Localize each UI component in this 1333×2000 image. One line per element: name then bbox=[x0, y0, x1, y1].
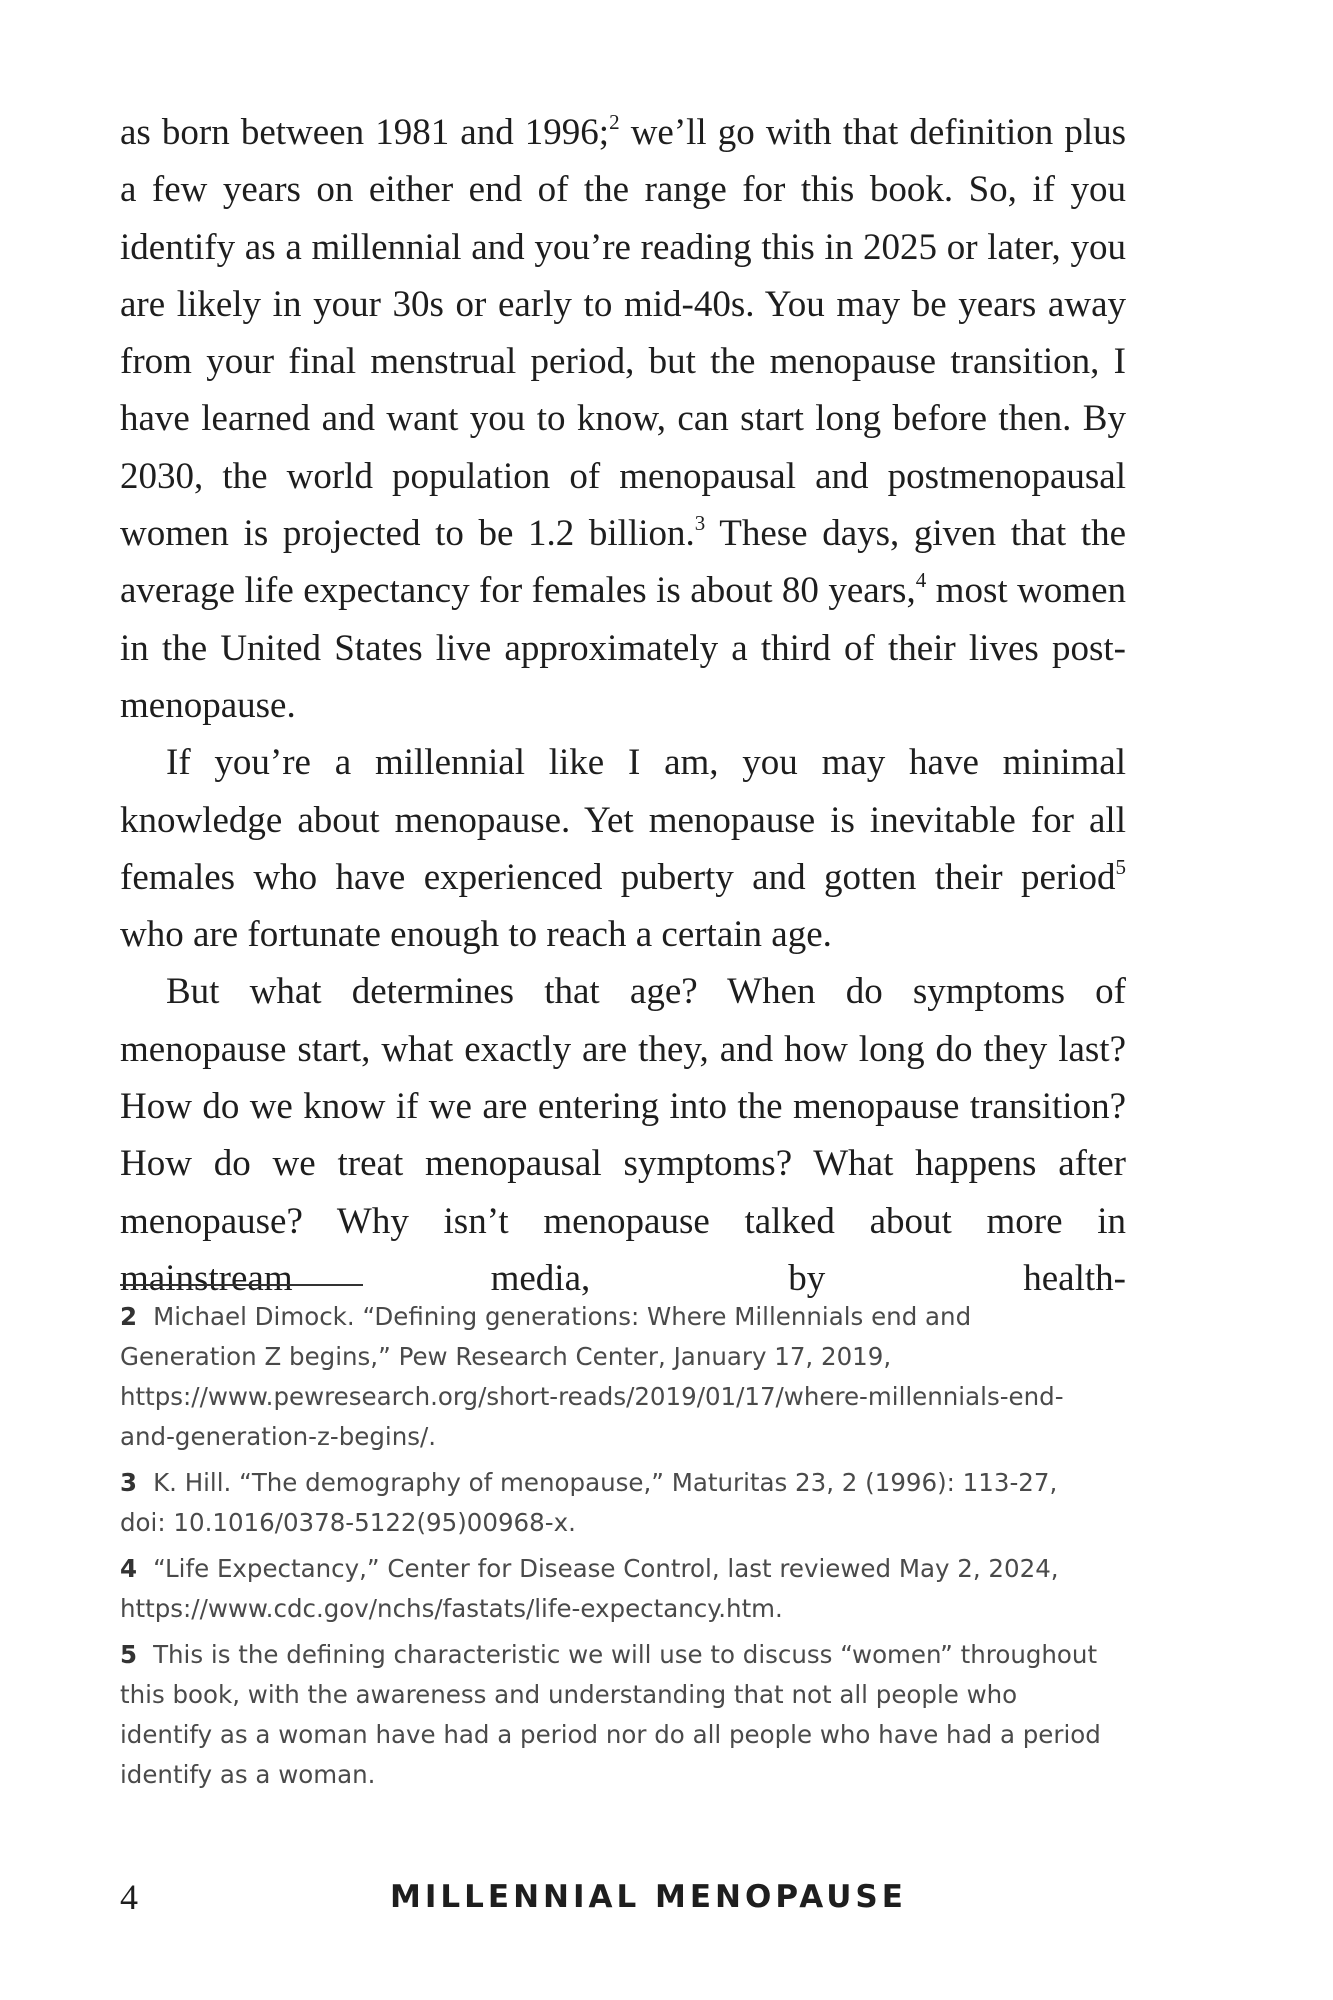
footnote-2 bbox=[120, 1297, 1110, 1457]
footnote-number: 4 bbox=[120, 1554, 138, 1583]
page-footer bbox=[120, 1872, 1120, 1922]
footnote-ref-4: 4 bbox=[915, 568, 927, 593]
footnote-ref-5: 5 bbox=[1115, 854, 1126, 879]
footnote-text: This is the defining characteristic we will use to discuss “women” throughout this book, with the awareness and understanding that not all people who identify as a woman have had a period nor do all people who have had a period identify as a woman. bbox=[120, 1640, 1101, 1789]
footnote-5 bbox=[120, 1635, 1110, 1795]
footnote-ref-2: 2 bbox=[609, 109, 620, 134]
footnote-divider bbox=[120, 1284, 363, 1286]
paragraph-1: as born between 1981 and 1996;$^2$ we’ll go with that definition plus a few years on either end of the range for this book. So, if you identify as a millennial and you’re reading this in 2025 or later, you are likely in your 30s or early to mid-40s. You may be years away from your final menstrual period, but the menopause transition, I have learned and want you to know, can start long before then. By 2030, the world population of menopausal and postmenopausal women is projected to be 1.2 billion.$^3$ These days, given that the average life expectancy for females is about 80 years,$^4$ most women in the United States live approximately a third of their lives post-menopause. bbox=[120, 109, 1127, 726]
body-text bbox=[120, 104, 1126, 1307]
footnote-ref-3: 3 bbox=[694, 510, 706, 535]
footnote-text: “Life Expectancy,” Center for Disease Control, last reviewed May 2, 2024, https://www.cdc.gov/nchs/fastats/life-expectancy.htm. bbox=[120, 1554, 1059, 1623]
footnote-number: 3 bbox=[120, 1468, 138, 1497]
paragraph-2: If you’re a millennial like I am, you may have minimal knowledge about menopause. Yet menopause is inevitable for all females who have experienced puberty and gotten their period$^5$ who are fortunate enough to reach a certain age. bbox=[120, 742, 1126, 956]
footnote-text: K. Hill. “The demography of menopause,” Maturitas 23, 2 (1996): 113-27, doi: 10.1016/0378-5122(95)00968-x. bbox=[120, 1468, 1058, 1537]
footnote-number: 2 bbox=[120, 1302, 138, 1331]
paragraph-3: But what determines that age? When do symptoms of menopause start, what exactly are they, and how long do they last? How do we know if we are entering into the menopause transition? How do we treat menopausal symptoms? What happens after menopause? Why isn’t menopause talked about more in mainstream media, by health- bbox=[120, 971, 1126, 1299]
footnote-4 bbox=[120, 1549, 1110, 1629]
page-number: 4 bbox=[120, 1877, 138, 1917]
footnote-3 bbox=[120, 1463, 1110, 1543]
footnote-number: 5 bbox=[120, 1640, 138, 1669]
footnotes bbox=[120, 1297, 1110, 1801]
running-title: MILLENNIAL MENOPAUSE bbox=[390, 1879, 907, 1915]
footnote-text: Michael Dimock. “Defining generations: Where Millennials end and Generation Z begins,” Pew Research Center, January 17, 2019, https://www.pewresearch.org/short-reads/2019/01/17/where-millennials-end-and-generation-z-begins/. bbox=[120, 1302, 1064, 1451]
